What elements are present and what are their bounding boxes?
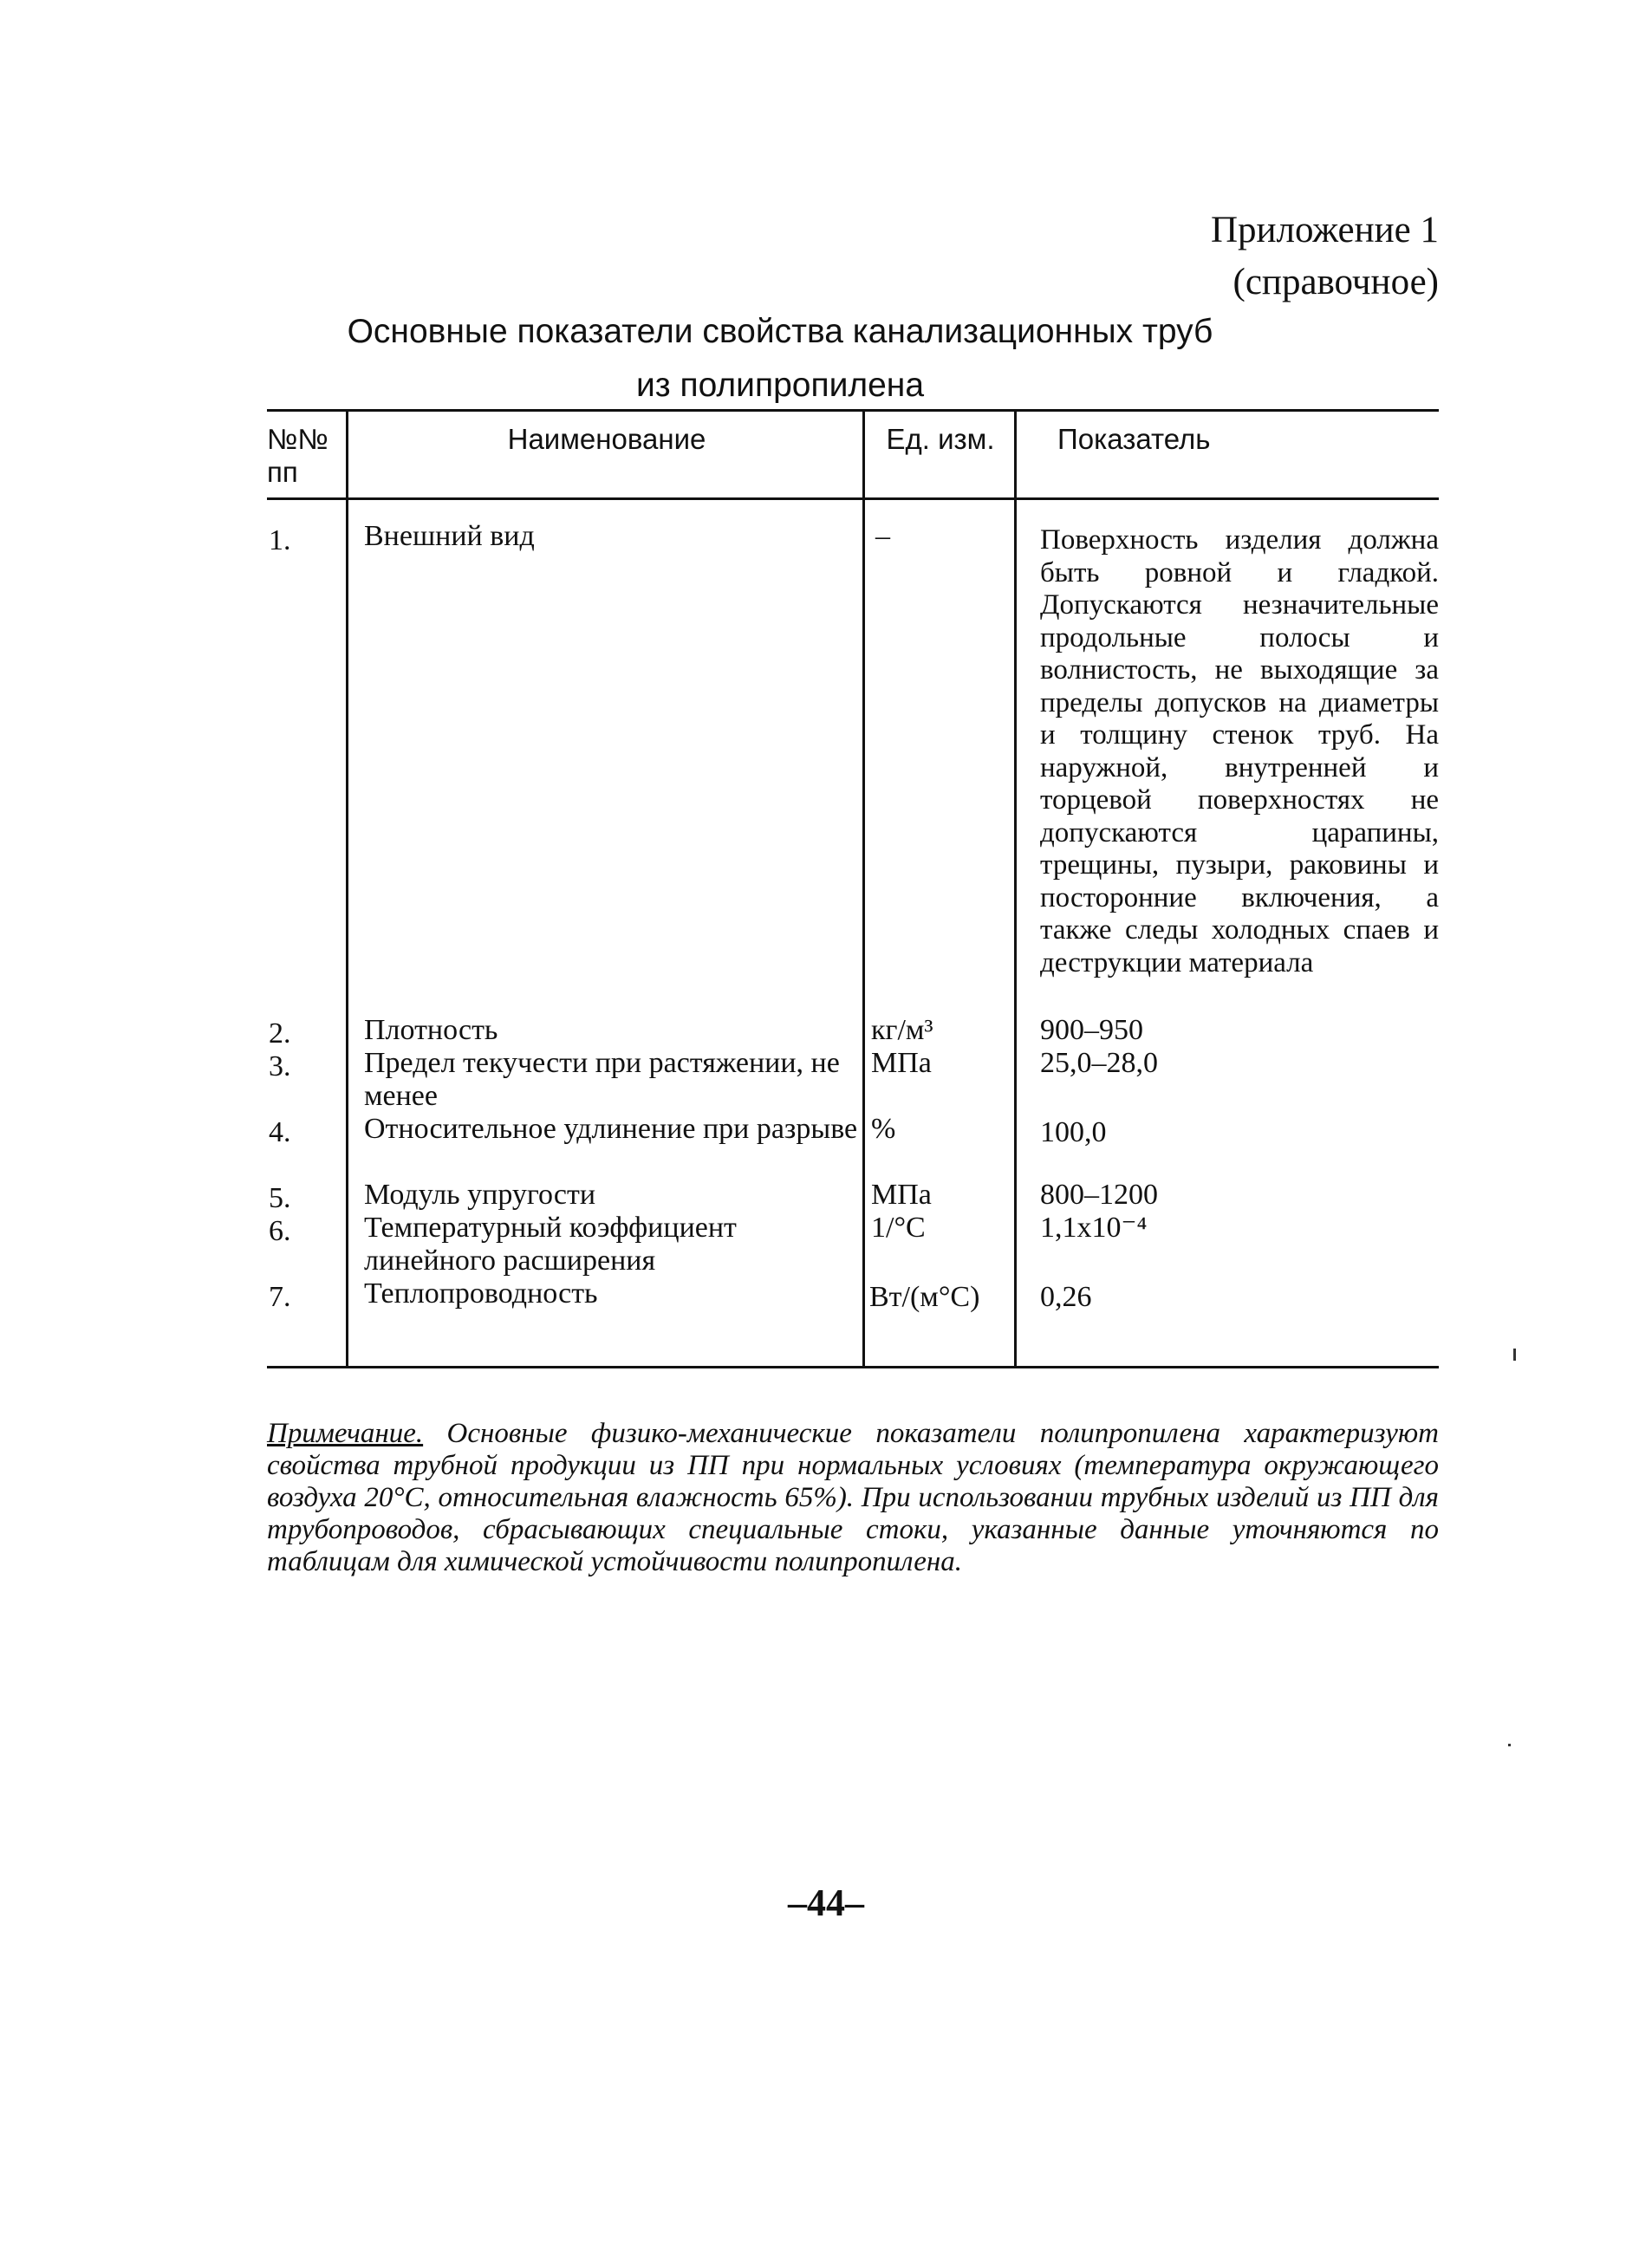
header-num: №№ пп	[267, 423, 328, 488]
header-name: Наименование	[507, 423, 706, 455]
row-4-name: Относительное удлинение при разрыве	[364, 1113, 858, 1145]
table-note	[267, 1418, 1439, 1578]
row-2-num: 2.	[269, 1017, 291, 1050]
page-number: –44–	[788, 1882, 864, 1924]
row-3-value: 25,0–28,0	[1040, 1047, 1158, 1079]
row-4-unit: %	[871, 1113, 896, 1145]
row-4-value: 100,0	[1040, 1116, 1107, 1148]
row-3-unit: МПа	[871, 1047, 932, 1079]
row-3-num: 3.	[269, 1050, 291, 1082]
note-label: Примечание.	[267, 1418, 424, 1449]
row-2-value: 900–950	[1040, 1014, 1143, 1046]
note-text: Основные физико-механические показатели полипропилена характеризуют свойства трубной продукции из ПП при нормальных условиях (температура окружающего воздуха 20°С, относительная влажность 65%). При использовании трубных изделий из ПП для трубопроводов, сбрасывающих специальные стоки, указанные данные уточняются по таблицам для химической устойчивости полипропилена.	[267, 1418, 1439, 1577]
row-5-value: 800–1200	[1040, 1179, 1158, 1211]
row-2-unit: кг/м³	[871, 1014, 933, 1046]
header-unit: Ед. изм.	[886, 423, 995, 455]
row-2-name: Плотность	[364, 1014, 498, 1046]
title-line-2: из полипропилена	[635, 367, 925, 404]
row-1-num: 1.	[269, 524, 291, 556]
appendix-type: (справочное)	[1232, 262, 1439, 302]
column-divider-2	[862, 409, 865, 1368]
row-6-value: 1,1x10⁻⁴	[1040, 1212, 1148, 1244]
title-line-1: Основные показатели свойства канализационных труб	[347, 313, 1213, 350]
row-7-num: 7.	[269, 1281, 291, 1313]
row-6-num: 6.	[269, 1215, 291, 1247]
header-value: Показатель	[1057, 423, 1211, 455]
scan-speck	[1508, 1744, 1511, 1746]
scan-speck	[1513, 1349, 1516, 1361]
table-title	[260, 305, 1300, 413]
appendix-header	[1211, 205, 1439, 309]
row-1-name: Внешний вид	[364, 520, 535, 552]
row-6-name: Температурный коэффициент линейного расширения	[364, 1212, 737, 1277]
appendix-label: Приложение 1	[1210, 210, 1439, 250]
row-1-unit: –	[875, 520, 890, 552]
row-7-value: 0,26	[1040, 1281, 1092, 1313]
row-6-unit: 1/°С	[871, 1212, 926, 1244]
row-7-name: Теплопроводность	[364, 1277, 598, 1310]
row-5-name: Модуль упругости	[364, 1179, 596, 1211]
table-bottom-rule	[267, 1366, 1439, 1368]
row-4-num: 4.	[269, 1116, 291, 1148]
column-divider-1	[346, 409, 348, 1368]
table-top-rule	[267, 409, 1439, 412]
row-3-name: Предел текучести при растяжении, не менее	[364, 1047, 840, 1112]
row-1-value: Поверхность изделия должна быть ровной и гладкой. Допускаются незначительные продольные полосы и волнистость, не выходящие за пределы допусков на диаметры и толщину стенок труб. На наружной, внутренней и торцевой поверхностях не допускаются царапины, трещины, пузыри, раковины и посторонние включения, а также следы холодных спаев и деструкции материала	[1040, 524, 1439, 978]
row-7-unit: Вт/(м°С)	[869, 1281, 980, 1313]
row-5-unit: МПа	[871, 1179, 932, 1211]
row-5-num: 5.	[269, 1182, 291, 1214]
table-header-rule	[267, 497, 1439, 500]
